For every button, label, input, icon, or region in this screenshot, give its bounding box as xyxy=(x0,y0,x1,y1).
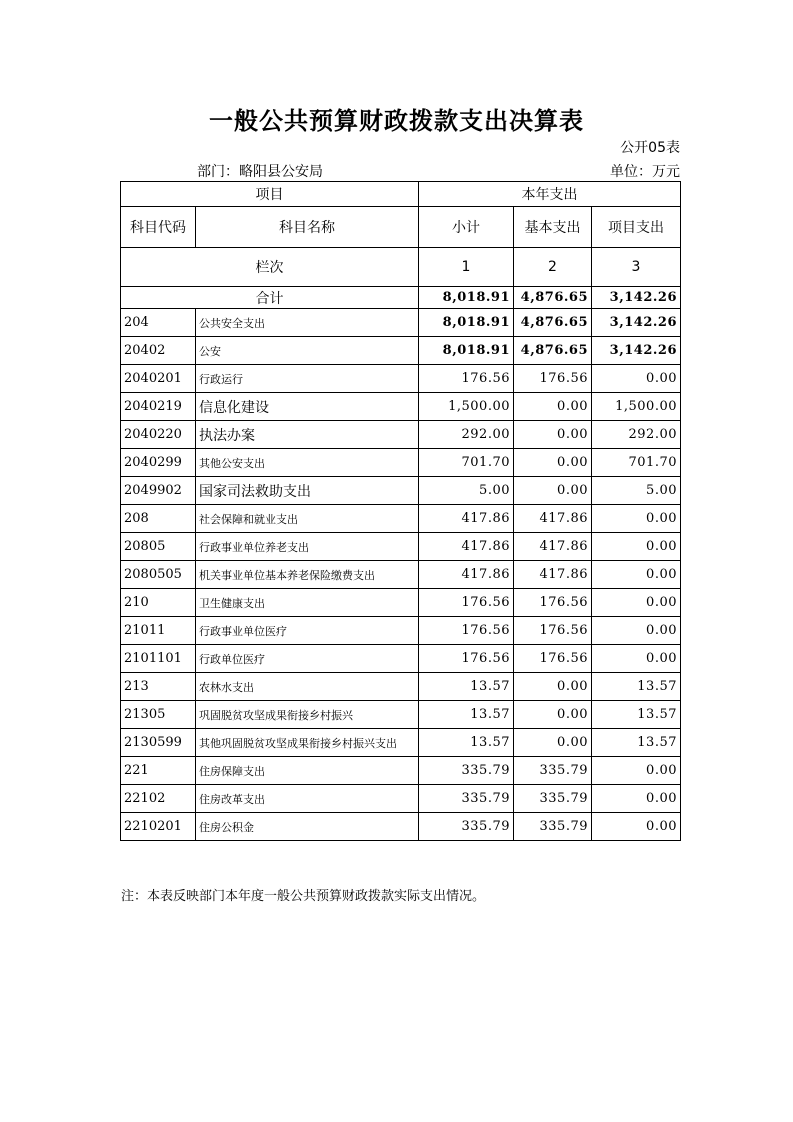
department-label: 部门：略阳县公安局 xyxy=(197,164,323,180)
row-subtotal: 176.56 xyxy=(419,365,514,393)
table-row xyxy=(121,561,681,589)
row-code: 2040219 xyxy=(121,393,196,421)
row-project: 0.00 xyxy=(592,645,681,673)
row-basic: 176.56 xyxy=(514,645,592,673)
row-project: 0.00 xyxy=(592,561,681,589)
row-project: 5.00 xyxy=(592,477,681,505)
row-name: 机关事业单位基本养老保险缴费支出 xyxy=(196,561,419,589)
row-name: 巩固脱贫攻坚成果衔接乡村振兴 xyxy=(196,701,419,729)
table-row xyxy=(121,309,681,337)
row-subtotal: 176.56 xyxy=(419,589,514,617)
row-name: 住房保障支出 xyxy=(196,757,419,785)
page-title: 一般公共预算财政拨款支出决算表 xyxy=(209,107,584,135)
row-project: 0.00 xyxy=(592,757,681,785)
row-code: 2049902 xyxy=(121,477,196,505)
row-basic: 176.56 xyxy=(514,589,592,617)
row-subtotal: 335.79 xyxy=(419,813,514,841)
row-basic: 0.00 xyxy=(514,393,592,421)
row-project: 292.00 xyxy=(592,421,681,449)
row-project: 3,142.26 xyxy=(592,337,681,365)
row-project: 3,142.26 xyxy=(592,309,681,337)
row-code: 204 xyxy=(121,309,196,337)
row-name: 住房改革支出 xyxy=(196,785,419,813)
row-project: 1,500.00 xyxy=(592,393,681,421)
table-row xyxy=(121,673,681,701)
row-name: 其他巩固脱贫攻坚成果衔接乡村振兴支出 xyxy=(196,729,419,757)
header-row-1 xyxy=(121,182,681,207)
table-row xyxy=(121,421,681,449)
table-row xyxy=(121,393,681,421)
total-project: 3,142.26 xyxy=(592,287,681,309)
header-row-3 xyxy=(121,248,681,287)
row-subtotal: 8,018.91 xyxy=(419,309,514,337)
row-name: 社会保障和就业支出 xyxy=(196,505,419,533)
row-subtotal: 417.86 xyxy=(419,533,514,561)
row-basic: 0.00 xyxy=(514,701,592,729)
table-row xyxy=(121,785,681,813)
row-subtotal: 417.86 xyxy=(419,505,514,533)
table-row xyxy=(121,365,681,393)
row-basic: 0.00 xyxy=(514,673,592,701)
table-row xyxy=(121,813,681,841)
row-subtotal: 1,500.00 xyxy=(419,393,514,421)
table-row xyxy=(121,477,681,505)
row-project: 0.00 xyxy=(592,785,681,813)
row-basic: 335.79 xyxy=(514,757,592,785)
header-subtotal: 小计 xyxy=(419,207,514,248)
row-project: 0.00 xyxy=(592,533,681,561)
row-project: 13.57 xyxy=(592,701,681,729)
row-name: 住房公积金 xyxy=(196,813,419,841)
row-project: 0.00 xyxy=(592,589,681,617)
table-row xyxy=(121,337,681,365)
row-name: 公共安全支出 xyxy=(196,309,419,337)
row-code: 213 xyxy=(121,673,196,701)
row-code: 2040220 xyxy=(121,421,196,449)
row-code: 210 xyxy=(121,589,196,617)
table-row xyxy=(121,533,681,561)
row-subtotal: 701.70 xyxy=(419,449,514,477)
row-basic: 335.79 xyxy=(514,813,592,841)
row-name: 国家司法救助支出 xyxy=(196,477,419,505)
header-row-2 xyxy=(121,207,681,248)
header-column-index: 栏次 xyxy=(121,248,419,287)
row-subtotal: 13.57 xyxy=(419,729,514,757)
table-row xyxy=(121,645,681,673)
header-name: 科目名称 xyxy=(196,207,419,248)
header-code: 科目代码 xyxy=(121,207,196,248)
table-row xyxy=(121,589,681,617)
row-subtotal: 417.86 xyxy=(419,561,514,589)
total-subtotal: 8,018.91 xyxy=(419,287,514,309)
row-subtotal: 335.79 xyxy=(419,757,514,785)
table-body xyxy=(121,309,681,841)
total-label: 合计 xyxy=(121,287,419,309)
row-subtotal: 176.56 xyxy=(419,645,514,673)
row-subtotal: 8,018.91 xyxy=(419,337,514,365)
row-code: 2101101 xyxy=(121,645,196,673)
row-name: 行政事业单位养老支出 xyxy=(196,533,419,561)
row-code: 2040299 xyxy=(121,449,196,477)
row-subtotal: 5.00 xyxy=(419,477,514,505)
row-project: 701.70 xyxy=(592,449,681,477)
header-basic: 基本支出 xyxy=(514,207,592,248)
row-basic: 4,876.65 xyxy=(514,309,592,337)
row-subtotal: 176.56 xyxy=(419,617,514,645)
row-name: 行政事业单位医疗 xyxy=(196,617,419,645)
header-col2: 2 xyxy=(514,248,592,287)
row-code: 21305 xyxy=(121,701,196,729)
row-basic: 176.56 xyxy=(514,365,592,393)
total-basic: 4,876.65 xyxy=(514,287,592,309)
header-col1: 1 xyxy=(419,248,514,287)
row-name: 公安 xyxy=(196,337,419,365)
row-code: 2080505 xyxy=(121,561,196,589)
row-code: 21011 xyxy=(121,617,196,645)
row-project: 13.57 xyxy=(592,729,681,757)
row-basic: 4,876.65 xyxy=(514,337,592,365)
row-code: 2130599 xyxy=(121,729,196,757)
row-code: 2040201 xyxy=(121,365,196,393)
row-code: 221 xyxy=(121,757,196,785)
unit-label: 单位：万元 xyxy=(610,164,680,180)
total-row xyxy=(121,287,681,309)
table-row xyxy=(121,617,681,645)
row-basic: 176.56 xyxy=(514,617,592,645)
table-row xyxy=(121,757,681,785)
table-row xyxy=(121,449,681,477)
row-basic: 0.00 xyxy=(514,421,592,449)
row-code: 20402 xyxy=(121,337,196,365)
footnote: 注：本表反映部门本年度一般公共预算财政拨款实际支出情况。 xyxy=(121,889,486,904)
header-current-year: 本年支出 xyxy=(419,182,681,207)
row-name: 执法办案 xyxy=(196,421,419,449)
row-basic: 417.86 xyxy=(514,561,592,589)
row-name: 卫生健康支出 xyxy=(196,589,419,617)
row-basic: 0.00 xyxy=(514,477,592,505)
row-name: 信息化建设 xyxy=(196,393,419,421)
row-subtotal: 335.79 xyxy=(419,785,514,813)
row-basic: 0.00 xyxy=(514,729,592,757)
row-code: 20805 xyxy=(121,533,196,561)
row-basic: 417.86 xyxy=(514,533,592,561)
row-name: 其他公安支出 xyxy=(196,449,419,477)
row-project: 13.57 xyxy=(592,673,681,701)
row-subtotal: 13.57 xyxy=(419,701,514,729)
budget-table xyxy=(120,181,681,841)
row-project: 0.00 xyxy=(592,617,681,645)
header-col3: 3 xyxy=(592,248,681,287)
table-row xyxy=(121,701,681,729)
row-project: 0.00 xyxy=(592,365,681,393)
row-code: 22102 xyxy=(121,785,196,813)
row-project: 0.00 xyxy=(592,813,681,841)
row-name: 行政单位医疗 xyxy=(196,645,419,673)
row-name: 行政运行 xyxy=(196,365,419,393)
row-project: 0.00 xyxy=(592,505,681,533)
header-project-expense: 项目支出 xyxy=(592,207,681,248)
row-name: 农林水支出 xyxy=(196,673,419,701)
row-basic: 0.00 xyxy=(514,449,592,477)
row-code: 2210201 xyxy=(121,813,196,841)
header-project: 项目 xyxy=(121,182,419,207)
table-row xyxy=(121,505,681,533)
form-code: 公开05表 xyxy=(620,140,680,156)
table-row xyxy=(121,729,681,757)
row-subtotal: 292.00 xyxy=(419,421,514,449)
row-subtotal: 13.57 xyxy=(419,673,514,701)
row-basic: 335.79 xyxy=(514,785,592,813)
row-code: 208 xyxy=(121,505,196,533)
row-basic: 417.86 xyxy=(514,505,592,533)
